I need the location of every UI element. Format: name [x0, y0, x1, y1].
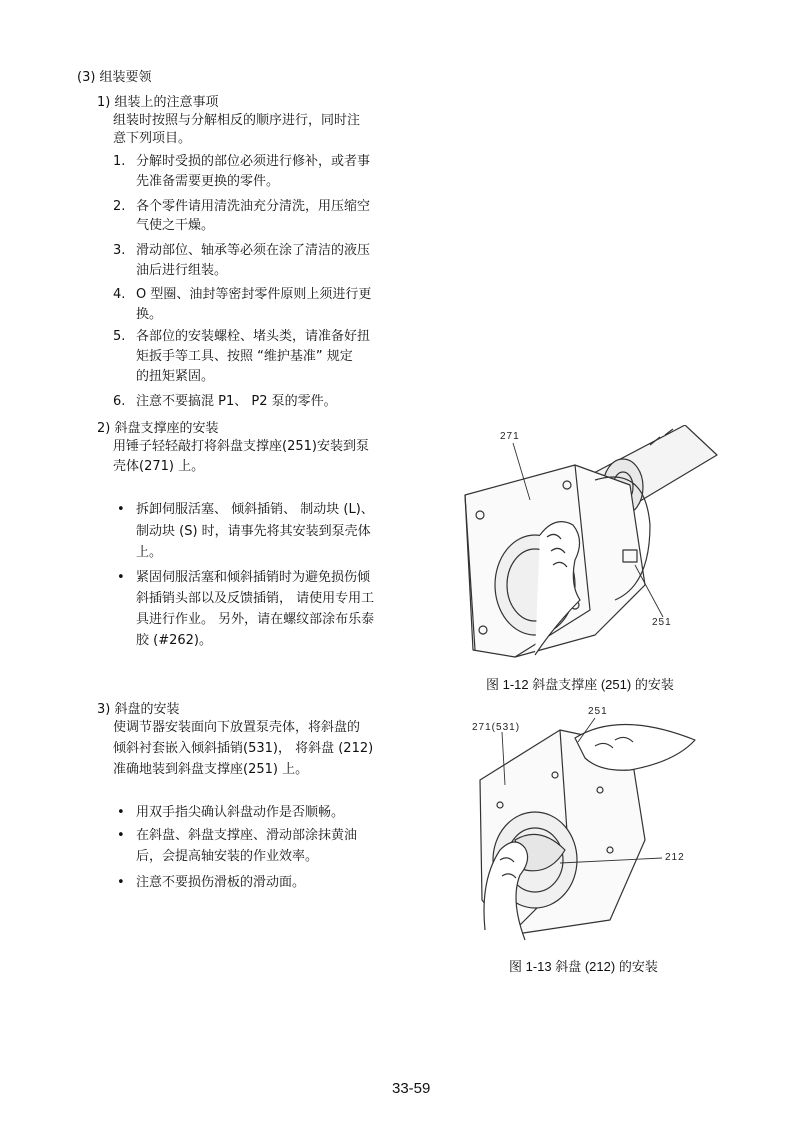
- item-line: 分解时受损的部位必须进行修补，或者事: [136, 154, 371, 169]
- sub3-intro-1: 使调节器安装面向下放置泵壳体，将斜盘的: [113, 720, 361, 735]
- item-number: 1.: [113, 154, 126, 169]
- bullet-line: 在斜盘、斜盘支撑座、滑动部涂抹黄油: [136, 828, 358, 843]
- item-number: 3.: [113, 243, 126, 258]
- bullet: •: [117, 805, 125, 820]
- sub3-title: 3) 斜盘的安装: [97, 702, 180, 717]
- section-title: (3) 组装要领: [77, 70, 152, 85]
- page-number: 33-59: [392, 1080, 431, 1097]
- bullet: •: [117, 502, 125, 517]
- sub2-title: 2) 斜盘支撑座的安装: [97, 421, 219, 436]
- item-number: 5.: [113, 329, 126, 344]
- figure-1-12-label-251: 251: [652, 617, 672, 628]
- sub1-intro-1: 组装时按照与分解相反的顺序进行，同时注: [113, 113, 361, 128]
- figure-1-12-illustration: [455, 425, 725, 665]
- bullet-line: 注意不要损伤滑板的滑动面。: [136, 875, 306, 890]
- sub1-intro-2: 意下列项目。: [113, 131, 192, 146]
- item-line: 注意不要搞混 P1、 P2 泵的零件。: [136, 394, 337, 409]
- bullet-line: 胶 (#262)。: [136, 633, 212, 648]
- bullet-line: 紧固伺服活塞和倾斜插销时为避免损伤倾: [136, 570, 371, 585]
- item-line: 的扭矩紧固。: [136, 369, 215, 384]
- bullet: •: [117, 570, 125, 585]
- bullet-line: 制动块 (S) 时，请事先将其安装到泵壳体: [136, 524, 371, 539]
- bullet: •: [117, 828, 125, 843]
- sub2-intro-2: 壳体(271) 上。: [113, 459, 205, 474]
- item-line: 油后进行组装。: [136, 263, 228, 278]
- sub3-intro-2: 倾斜衬套嵌入倾斜插销(531)， 将斜盘 (212): [113, 741, 374, 756]
- figure-1-13-label-212: 212: [665, 852, 685, 863]
- figure-1-12-caption: 图 1-12 斜盘支撑座 (251) 的安装: [486, 677, 674, 692]
- item-line: 先准备需要更换的零件。: [136, 174, 280, 189]
- sub2-intro-1: 用锤子轻轻敲打将斜盘支撑座(251)安装到泵: [113, 439, 369, 454]
- item-line: 矩扳手等工具、按照 “维护基准” 规定: [136, 349, 353, 364]
- bullet-line: 具进行作业。 另外，请在螺纹部涂布乐泰: [136, 612, 375, 627]
- figure-1-12-label-271: 271: [500, 431, 520, 442]
- figure-1-13-label-251: 251: [588, 706, 608, 717]
- figure-1-13-caption: 图 1-13 斜盘 (212) 的安装: [509, 959, 658, 974]
- bullet: •: [117, 875, 125, 890]
- figure-1-13-illustration: [470, 700, 720, 948]
- bullet-line: 拆卸伺服活塞、 倾斜插销、 制动块 (L)、: [136, 502, 374, 517]
- bullet-line: 用双手指尖确认斜盘动作是否顺畅。: [136, 805, 345, 820]
- bullet-line: 斜插销头部以及反馈插销， 请使用专用工: [136, 591, 375, 606]
- figure-1-13-label-271-531: 271(531): [472, 722, 521, 733]
- item-line: 各个零件请用清洗油充分清洗，用压缩空: [136, 199, 371, 214]
- sub3-intro-3: 准确地装到斜盘支撑座(251) 上。: [113, 762, 309, 777]
- bullet-line: 后，会提高轴安装的作业效率。: [136, 849, 319, 864]
- item-line: 滑动部位、轴承等必须在涂了清洁的液压: [136, 243, 371, 258]
- item-line: 气使之干燥。: [136, 218, 215, 233]
- item-line: O 型圈、油封等密封零件原则上须进行更: [136, 287, 372, 302]
- item-number: 6.: [113, 394, 126, 409]
- item-line: 换。: [136, 307, 163, 322]
- item-number: 2.: [113, 199, 126, 214]
- item-number: 4.: [113, 287, 126, 302]
- bullet-line: 上。: [136, 545, 163, 560]
- sub1-title: 1) 组装上的注意事项: [97, 95, 219, 110]
- item-line: 各部位的安装螺栓、堵头类，请准备好扭: [136, 329, 371, 344]
